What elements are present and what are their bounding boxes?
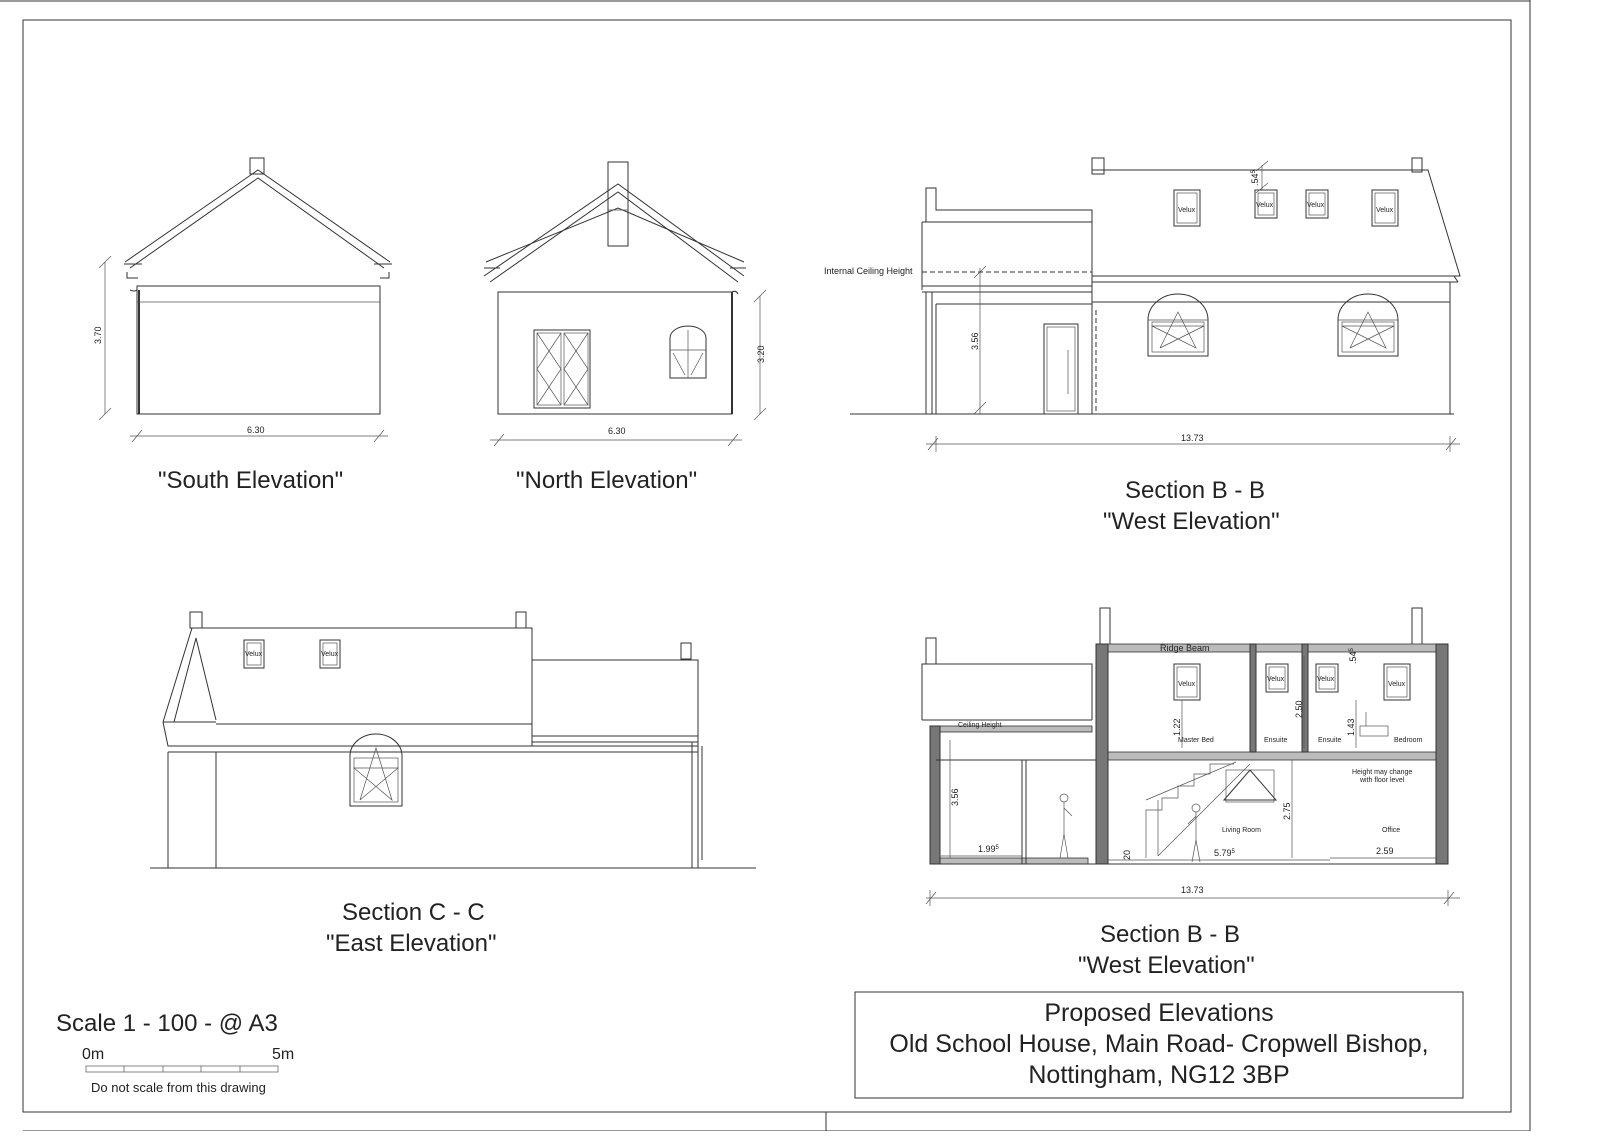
velux-label: Velux [1388,681,1406,688]
south-height-dim: 3.70 [93,326,103,344]
room-office: Office [1382,827,1401,834]
south-width-dim: 6.30 [247,425,265,435]
room-bedroom: Bedroom [1394,737,1423,744]
velux-label: Velux [1256,202,1274,209]
title-line1: Proposed Elevations [1044,999,1274,1027]
velux-label: Velux [1178,207,1196,214]
room-master-bed: Master Bed [1178,737,1214,744]
sec-dim-54: $.54^5$ [1348,648,1358,664]
sec-dim-259: 2.59 [1376,846,1394,856]
west-section [922,608,1460,979]
sec-title-line2: "West Elevation" [1078,952,1255,979]
height-note-line2: with floor level [1360,777,1405,784]
scale-label: Scale 1 - 100 - @ A3 [56,1010,278,1037]
velux-label: Velux [1267,676,1285,683]
ceiling-height-label-2: Ceiling Height [958,722,1002,729]
ridge-beam-label: Ridge Beam [1160,643,1210,653]
north-height-dim: 3.20 [756,345,766,363]
velux-label: Velux [245,651,263,658]
sec-dim-1995: 1.99$^5$ [978,844,999,854]
west-length-dim: 13.73 [1181,433,1204,443]
velux-label: Velux [1178,681,1196,688]
west-elevation [824,158,1460,535]
scale-figure-icon [1060,794,1072,858]
south-elevation [93,158,392,494]
scale-start: 0m [82,1046,105,1063]
sec-dim-143: 1.43 [1346,718,1356,736]
room-ensuite-2: Ensuite [1318,737,1342,744]
height-note-line1: Height may change [1352,769,1413,776]
sec-dim-122: 1.22 [1172,718,1182,736]
sec-length-dim: 13.73 [1181,885,1204,895]
title-block [855,992,1463,1098]
velux-dim: $.54^5$ [1250,170,1260,186]
title-line2: Old School House, Main Road- Cropwell Bishop, [889,1030,1429,1058]
ceiling-height-label: Internal Ceiling Height [824,266,913,276]
sec-dim-275: 2.75 [1282,802,1292,820]
velux-label: Velux [1376,207,1394,214]
scale-warning: Do not scale from this drawing [91,1080,266,1095]
north-elevation [484,162,766,494]
east-elevation [150,612,756,957]
room-living-room: Living Room [1222,827,1261,834]
sec-dim-5795: 5.79$^5$ [1214,848,1235,858]
velux-label: Velux [1307,202,1325,209]
sec-title-line1: Section B - B [1100,921,1241,948]
west-title-line1: Section B - B [1125,477,1266,504]
room-ensuite-1: Ensuite [1264,737,1288,744]
east-title-line2: "East Elevation" [326,930,497,957]
east-title-line1: Section C - C [342,899,485,926]
north-width-dim: 6.30 [608,426,626,436]
west-height-dim: 3.56 [970,332,980,350]
north-elevation-title: "North Elevation" [516,467,698,494]
velux-label: Velux [321,651,339,658]
sec-dim-20: 20 [1122,849,1132,860]
west-title-line2: "West Elevation" [1103,508,1280,535]
scale-bar [56,1010,294,1095]
south-elevation-title: "South Elevation" [158,467,344,494]
sec-height-left: 3.56 [950,788,960,806]
scale-end: 5m [272,1046,295,1063]
title-line3: Nottingham, NG12 3BP [1028,1061,1290,1089]
sec-dim-250: 2.50 [1294,700,1304,718]
scale-figure-icon [1188,804,1200,862]
velux-label: Velux [1317,676,1335,683]
